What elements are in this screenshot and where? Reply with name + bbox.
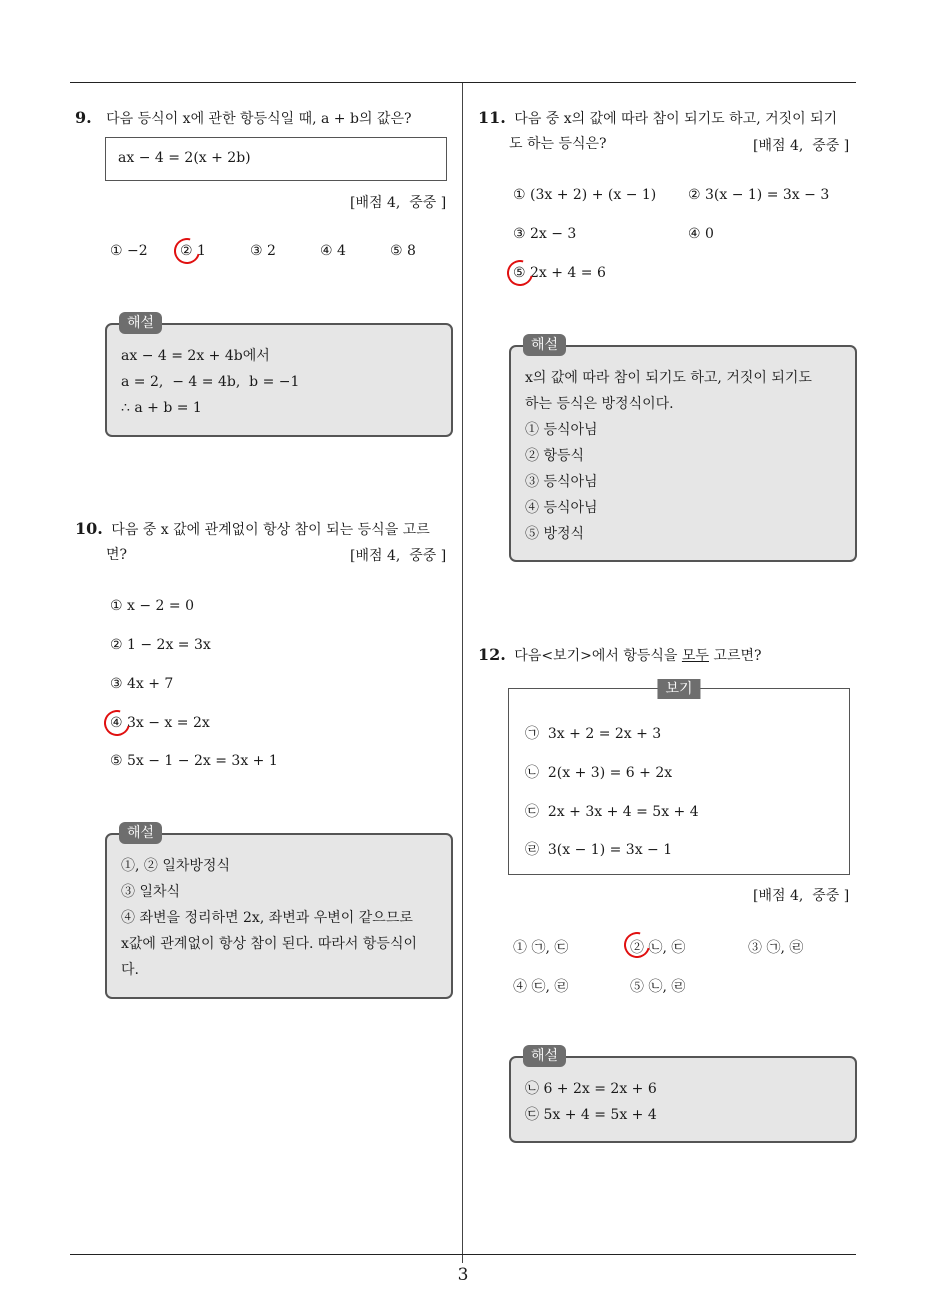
option-3[interactable]: ③ ㉠, ㉣ xyxy=(748,940,804,956)
option-4[interactable]: ④ 0 xyxy=(688,226,714,242)
bogi-item: ㉡ 2(x + 3) = 6 + 2x xyxy=(525,765,673,781)
question-10 xyxy=(75,517,455,543)
given-equation: ax − 4 = 2(x + 2b) xyxy=(118,150,251,166)
question-text: 다음<보기>에서 항등식을 모두 고르면? xyxy=(514,648,762,664)
explanation-tab: 해설 xyxy=(523,1045,566,1067)
page-number: 3 xyxy=(457,1265,469,1285)
top-rule xyxy=(70,82,856,83)
question-number: 12. xyxy=(478,645,506,664)
explanation-tab: 해설 xyxy=(523,334,566,356)
question-12 xyxy=(478,643,858,669)
bottom-rule xyxy=(70,1254,856,1255)
option-4[interactable]: ④ 4 xyxy=(320,243,346,259)
question-number: 9. xyxy=(75,108,92,127)
option-3[interactable]: ③ 4x + 7 xyxy=(110,676,174,692)
bogi-item: ㉢ 2x + 3x + 4 = 5x + 4 xyxy=(525,804,699,820)
option-3[interactable]: ③ 2x − 3 xyxy=(513,226,577,242)
explanation-line: ④ 좌변을 정리하면 2x, 좌변과 우변이 같으므로 xyxy=(121,910,413,926)
option-2[interactable]: ② 3(x − 1) = 3x − 3 xyxy=(688,187,830,203)
question-text-line1: 다음 중 x 값에 관계없이 항상 참이 되는 등식을 고르 xyxy=(111,522,430,538)
option-1[interactable]: ① (3x + 2) + (x − 1) xyxy=(513,187,657,203)
explanation-line: ㉡ 6 + 2x = 2x + 6 xyxy=(525,1081,657,1097)
difficulty-meta: [배점 4, 중중 ] xyxy=(350,195,447,211)
difficulty-meta: [배점 4, 중중 ] xyxy=(753,888,850,904)
explanation-line: ④ 등식아님 xyxy=(525,500,598,516)
option-2[interactable]: ② 1 xyxy=(180,243,206,259)
explanation-line: ∴ a + b = 1 xyxy=(121,400,202,416)
answer-circle-mark xyxy=(169,233,205,269)
explanation-box-q10 xyxy=(105,825,453,999)
option-2[interactable]: ② 1 − 2x = 3x xyxy=(110,637,211,653)
explanation-line: ③ 등식아님 xyxy=(525,474,598,490)
explanation-box-q9 xyxy=(105,315,453,437)
explanation-line: ① 등식아님 xyxy=(525,422,598,438)
explanation-line: ③ 일차식 xyxy=(121,884,181,900)
explanation-box-q11 xyxy=(509,337,857,562)
option-5[interactable]: ⑤ 8 xyxy=(390,243,416,259)
bogi-box xyxy=(508,681,850,875)
explanation-line: ㉢ 5x + 4 = 5x + 4 xyxy=(525,1107,657,1123)
explanation-line: ①, ② 일차방정식 xyxy=(121,858,230,874)
question-11 xyxy=(478,106,858,132)
question-number: 10. xyxy=(75,519,103,538)
explanation-line: 다. xyxy=(121,962,139,978)
option-1[interactable]: ① x − 2 = 0 xyxy=(110,598,194,614)
answer-circle-mark xyxy=(99,705,135,741)
explanation-line: ⑤ 방정식 xyxy=(525,526,585,542)
difficulty-meta: [배점 4, 중중 ] xyxy=(753,138,850,154)
option-1[interactable]: ① ㉠, ㉢ xyxy=(513,940,569,956)
explanation-tab: 해설 xyxy=(119,312,162,334)
explanation-line: 하는 등식은 방정식이다. xyxy=(525,396,674,412)
question-text-line1: 다음 중 x의 값에 따라 참이 되기도 하고, 거짓이 되기 xyxy=(514,111,838,127)
explanation-tab: 해설 xyxy=(119,822,162,844)
option-5[interactable]: ⑤ ㉡, ㉣ xyxy=(630,979,686,995)
explanation-line: a = 2, − 4 = 4b, b = −1 xyxy=(121,374,300,390)
given-equation-box xyxy=(105,137,447,181)
option-5[interactable]: ⑤ 2x + 4 = 6 xyxy=(513,265,606,281)
question-text-line2: 도 하는 등식은? xyxy=(509,136,607,152)
question-text: 다음 등식이 x에 관한 항등식일 때, a + b의 값은? xyxy=(106,111,412,127)
bogi-item: ㉠ 3x + 2 = 2x + 3 xyxy=(525,726,662,742)
option-4[interactable]: ④ 3x − x = 2x xyxy=(110,715,210,731)
option-4[interactable]: ④ ㉢, ㉣ xyxy=(513,979,569,995)
bogi-tab: 보기 xyxy=(657,679,700,699)
bogi-item: ㉣ 3(x − 1) = 3x − 1 xyxy=(525,842,673,858)
explanation-line: ax − 4 = 2x + 4b에서 xyxy=(121,348,270,364)
column-divider xyxy=(462,83,463,1263)
option-3[interactable]: ③ 2 xyxy=(250,243,276,259)
question-9 xyxy=(75,106,411,132)
explanation-line: ② 항등식 xyxy=(525,448,585,464)
option-1[interactable]: ① −2 xyxy=(110,243,148,259)
answer-circle-mark xyxy=(619,927,655,963)
question-text-line2: 면? xyxy=(106,547,128,563)
difficulty-meta: [배점 4, 중중 ] xyxy=(350,548,447,564)
answer-circle-mark xyxy=(502,255,538,291)
explanation-box-q12 xyxy=(509,1048,857,1143)
option-2[interactable]: ② ㉡, ㉢ xyxy=(630,940,686,956)
question-number: 11. xyxy=(478,108,506,127)
explanation-line: x값에 관계없이 항상 참이 된다. 따라서 항등식이 xyxy=(121,936,418,952)
underlined-word: 모두 xyxy=(681,648,709,664)
explanation-line: x의 값에 따라 참이 되기도 하고, 거짓이 되기도 xyxy=(525,370,812,386)
option-5[interactable]: ⑤ 5x − 1 − 2x = 3x + 1 xyxy=(110,753,278,769)
